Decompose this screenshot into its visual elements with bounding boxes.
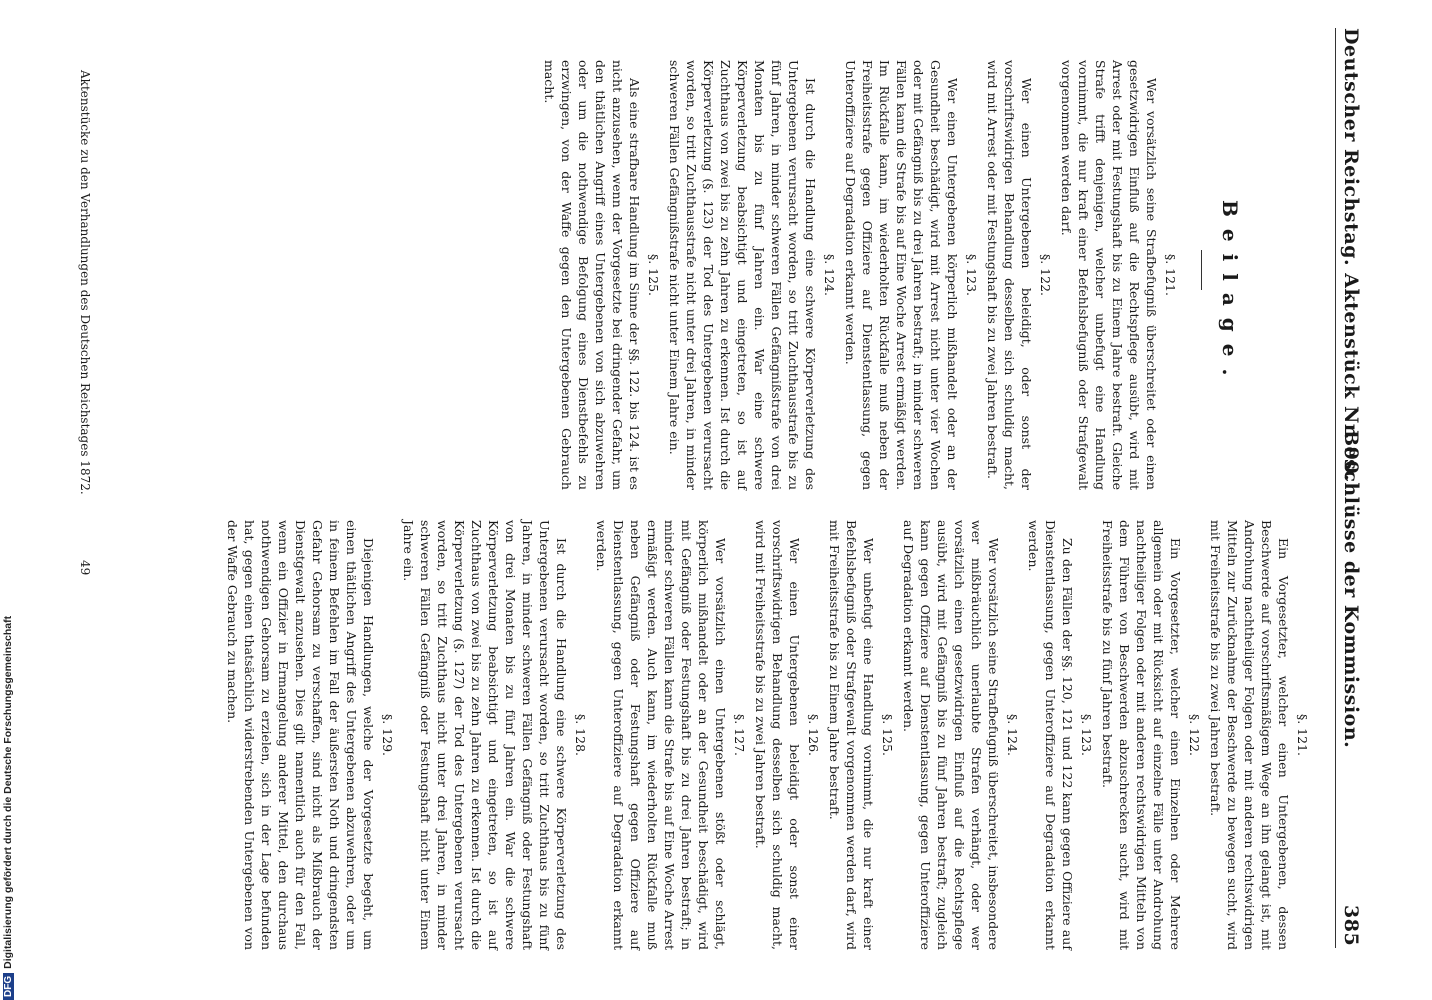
section-number: §. 127.	[732, 713, 747, 757]
footer-page-number: 49	[78, 560, 92, 576]
section-text: Zu den Fällen der §§. 120, 121 und 122 kann gegen Offiziere auf Dienstentlassung, gegen Unteroffiziere auf Degradation erkannt werden.	[1026, 520, 1075, 950]
section-text: Wer vorsätzlich seine Strafbefugniß überschreitet oder einen gesetzwidrigen Einfluß auf die Rechtspflege ausübt, wird mit Arrest oder mit Festungshaft bis zu Einem Jahre bestraft. Gleiche Strafe trifft denjenigen, welcher unbefugt eine Handlung vornimmt, die nur kraft einer Befehlsbefugniß oder Strafgewalt vorgenommen werden darf.	[1059, 60, 1159, 490]
section-number: §. 125.	[646, 253, 661, 297]
section-text: Ist durch die Handlung eine schwere Körperverletzung des Untergebenen verursacht worden, so tritt Zuchthausstrafe bis zu fünf Jahren, in minder schweren Fällen Gefängnißstrafe von drei Monaten bis zu fünf Jahren ein. War eine schwere Körperverletzung beabsichtigt und eingetreten, so ist auf Zuchthaus von zwei bis zu zehn Jahren zu erkennen. Ist durch die Körperverletzung (§. 123) der Tod des Untergebenen verursacht worden, so tritt Zuchthausstrafe nicht unter drei Jahren, in minder schweren Fällen Gefängnißstrafe nicht unter Einem Jahre ein.	[667, 60, 818, 490]
section-number: §. 126.	[806, 713, 821, 757]
digitization-strip	[2, 0, 16, 1000]
section-number: §. 121.	[1163, 253, 1178, 297]
running-header-left: Deutscher Reichstag. Aktenstück Nr. 90.	[1340, 28, 1362, 482]
footer-note: Aktenstücke zu den Verhandlungen des Deutschen Reichstages 1872.	[78, 70, 92, 495]
page-number-header: 385	[1340, 905, 1362, 947]
section-number: §. 129.	[380, 713, 395, 757]
beilage-heading: Beilage.	[1218, 200, 1242, 388]
section-text: Wer einen Untergebenen beleidigt oder sonst einer vorschriftswidrigen Behandlung desselben sich schuldig macht, wird mit Freiheitsstrafe bis zu zwei Jahren bestraft.	[753, 520, 802, 950]
section-number: §. 123.	[964, 253, 979, 297]
section-number: §. 123.	[1079, 713, 1094, 757]
section-number: §. 124.	[822, 253, 837, 297]
running-header-center: Beschlüsse der Kommission.	[1340, 430, 1362, 749]
section-text: Ein Vorgesetzter, welcher einen Einzelnen oder Mehrere allgemein oder mit Rücksicht auf einzelne Fälle unter Androhung nachtheiliger Folgen oder mit anderen rechtswidrigen Mitteln von dem Führen von Beschwerden abzuschrecken sucht, wird mit Freiheitsstrafe bis zu fünf Jahren bestraft.	[1100, 520, 1183, 950]
section-text: Ein Vorgesetzter, welcher einen Untergebenen, dessen Beschwerde auf vorschriftsmäßigem Wege an ihn gelangt ist, mit Androhung nachtheiliger Folgen oder mit anderen rechtswidrigen Mitteln zur Zurücknahme der Beschwerde zu bewegen sucht, wird mit Freiheitsstrafe bis zu zwei Jahren bestraft.	[1208, 520, 1291, 950]
section-number: §. 121.	[1295, 713, 1310, 757]
section-text: Wer vorsätzlich seine Strafbefugniß überschreitet, insbesondere wer mißbräuchlich unerlaubte Strafen verhängt, oder wer vorsätzlich einen gesetzwidrigen Einfluß auf die Rechtspflege ausübt, wird mit Gefängniß bis zu fünf Jahren bestraft; zugleich kann gegen Offiziere auf Dienstentlassung, gegen Unteroffiziere auf Degradation erkannt werden.	[901, 520, 1001, 950]
section-number: §. 124.	[1005, 713, 1020, 757]
dfg-logo: DFG	[3, 973, 14, 1000]
section-text: Wer unbefugt eine Handlung vornimmt, die nur kraft einer Befehlsbefugniß oder Strafgewalt vorgenommen werden darf, wird mit Freiheitsstrafe bis zu Einem Jahre bestraft.	[827, 520, 876, 950]
right-column	[220, 520, 1314, 950]
section-text: Wer vorsätzlich einen Untergebenen stößt oder schlägt, körperlich mißhandelt oder an der Gesundheit beschädigt, wird mit Gefängniß oder Festungshaft bis zu drei Jahren bestraft; in minder schweren Fällen kann die Strafe bis auf Eine Woche Arrest ermäßigt werden. Auch kann, im wiederholten Rückfalle muß neben Gefängniß oder Festungshaft gegen Offiziere auf Dienstentlassung, gegen Unteroffiziere auf Degradation erkannt werden.	[594, 520, 728, 950]
left-column	[537, 60, 1182, 490]
header-rule	[1335, 28, 1336, 948]
beilage-rule	[1201, 250, 1202, 290]
section-text: Ist durch die Handlung eine schwere Körperverletzung des Untergebenen verursacht worden, so tritt Zuchthaus bis zu fünf Jahren, in minder schweren Fällen Gefängniß oder Festungshaft von drei Monaten bis zu fünf Jahren ein. War die schwere Körperverletzung beabsichtigt und eingetreten, so ist auf Zuchthaus von zwei bis zu zehn Jahren zu erkennen. Ist durch die Körperverletzung (§. 127) der Tod des Untergebenen verursacht worden, so tritt Zuchthaus nicht unter drei Jahren, in minder schweren Fällen Gefängniß oder Festungshaft nicht unter Einem Jahre ein.	[401, 520, 569, 950]
section-number: §. 128.	[573, 713, 588, 757]
section-number: §. 125.	[880, 713, 895, 757]
section-number: §. 122.	[1187, 713, 1202, 757]
section-text: Wer einen Untergebenen körperlich mißhandelt oder an der Gesundheit beschädigt, wird mit Arrest nicht unter vier Wochen oder mit Gefängniß bis zu drei Jahren bestraft; in minder schweren Fällen kann die Strafe bis auf Eine Woche Arrest ermäßigt werden. Im Rückfalle kann, im wiederholten Rückfalle muß neben der Freiheitsstrafe gegen Offiziere auf Dienstentlassung, gegen Unteroffiziere auf Degradation erkannt werden.	[843, 60, 960, 490]
section-text: Diejenigen Handlungen, welche der Vorgesetzte begeht, um einen thätlichen Angriff des Untergebenen abzuwehren, oder um in feinem Befehlen im Fall der äußersten Noth und dringendsten Gefahr Gehorsam zu verschaffen, sind nicht als Mißbrauch der Dienstgewalt anzusehen. Dies gilt namentlich auch für den Fall, wenn ein Offizier in Ermangelung anderer Mittel, den durchaus nothwendigen Gehorsam zu erzielen, sich in der Lage befunden hat, gegen einen thatsächlich widerstrebenden Untergebenen von der Waffe Gebrauch zu machen.	[225, 520, 376, 950]
digitization-notice: Digitalisierung gefördert durch die Deutsche Forschungsgemeinschaft	[2, 615, 14, 969]
section-number: §. 122.	[1038, 253, 1053, 297]
section-text: Wer einen Untergebenen beleidigt, oder sonst der vorschriftswidrigen Behandlung desselben sich schuldig macht, wird mit Arrest oder mit Festungshaft bis zu zwei Jahren bestraft.	[985, 60, 1034, 490]
section-text: Als eine strafbare Handlung im Sinne der §§. 122. bis 124. ist es nicht anzusehen, wenn der Vorgesetzte bei dringender Gefahr, um den thätlichen Angriff eines Untergebenen von sich abzuwehren oder um die nothwendige Befolgung eines Dienstbefehls zu erzwingen, von der Waffe gegen den Untergebenen Gebrauch macht.	[542, 60, 642, 490]
